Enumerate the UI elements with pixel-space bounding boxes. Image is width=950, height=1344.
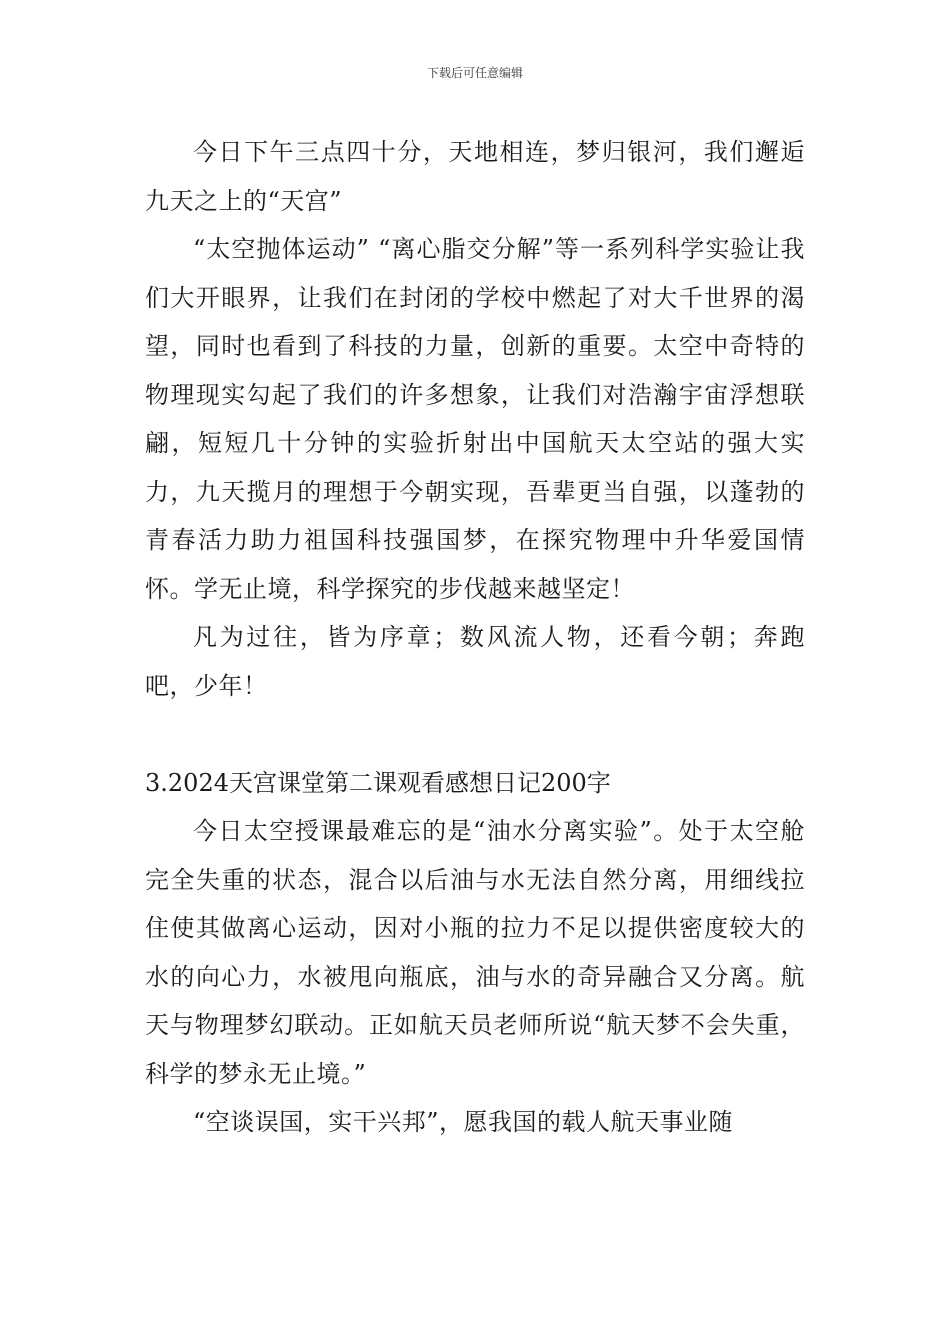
paragraph-3: 凡为过往，皆为序章；数风流人物，还看今朝；奔跑吧，少年！ (145, 623, 805, 700)
section-paragraph-1: 今日太空授课最难忘的是“油水分离实验”。处于太空舱完全失重的状态，混合以后油与水无法自然分离，用细线拉住使其做离心运动，因对小瓶的拉力不足以提供密度较大的水的向心力，水被甩向瓶底，油与水的奇异融合又分离。航天与物理梦幻联动。正如航天员老师所说“航天梦不会失重，科学的梦永无止境。” (145, 817, 805, 1088)
section-gap (145, 710, 805, 759)
paragraph-2: “太空抛体运动” “离心脂交分解”等一系列科学实验让我们大开眼界，让我们在封闭的学校中燃起了对大千世界的渴望，同时也看到了科技的力量，创新的重要。太空中奇特的物理现实勾起了我们的许多想象，让我们对浩瀚宇宙浮想联翩，短短几十分钟的实验折射出中国航天太空站的强大实力，九天揽月的理想于今朝实现，吾辈更当自强，以蓬勃的青春活力助力祖国科技强国梦，在探究物理中升华爱国情怀。学无止境，科学探究的步伐越来越坚定！ (145, 235, 805, 603)
section-paragraph-2: “空谈误国，实干兴邦”，愿我国的载人航天事业随 (193, 1108, 734, 1136)
section-heading: 3.2024天宫课堂第二课观看感想日记200字 (145, 768, 611, 797)
page-header: 下载后可任意编辑 (426, 66, 523, 80)
paragraph-1: 今日下午三点四十分，天地相连，梦归银河，我们邂逅九天之上的“天宫” (145, 138, 805, 215)
document-body (145, 128, 805, 1147)
